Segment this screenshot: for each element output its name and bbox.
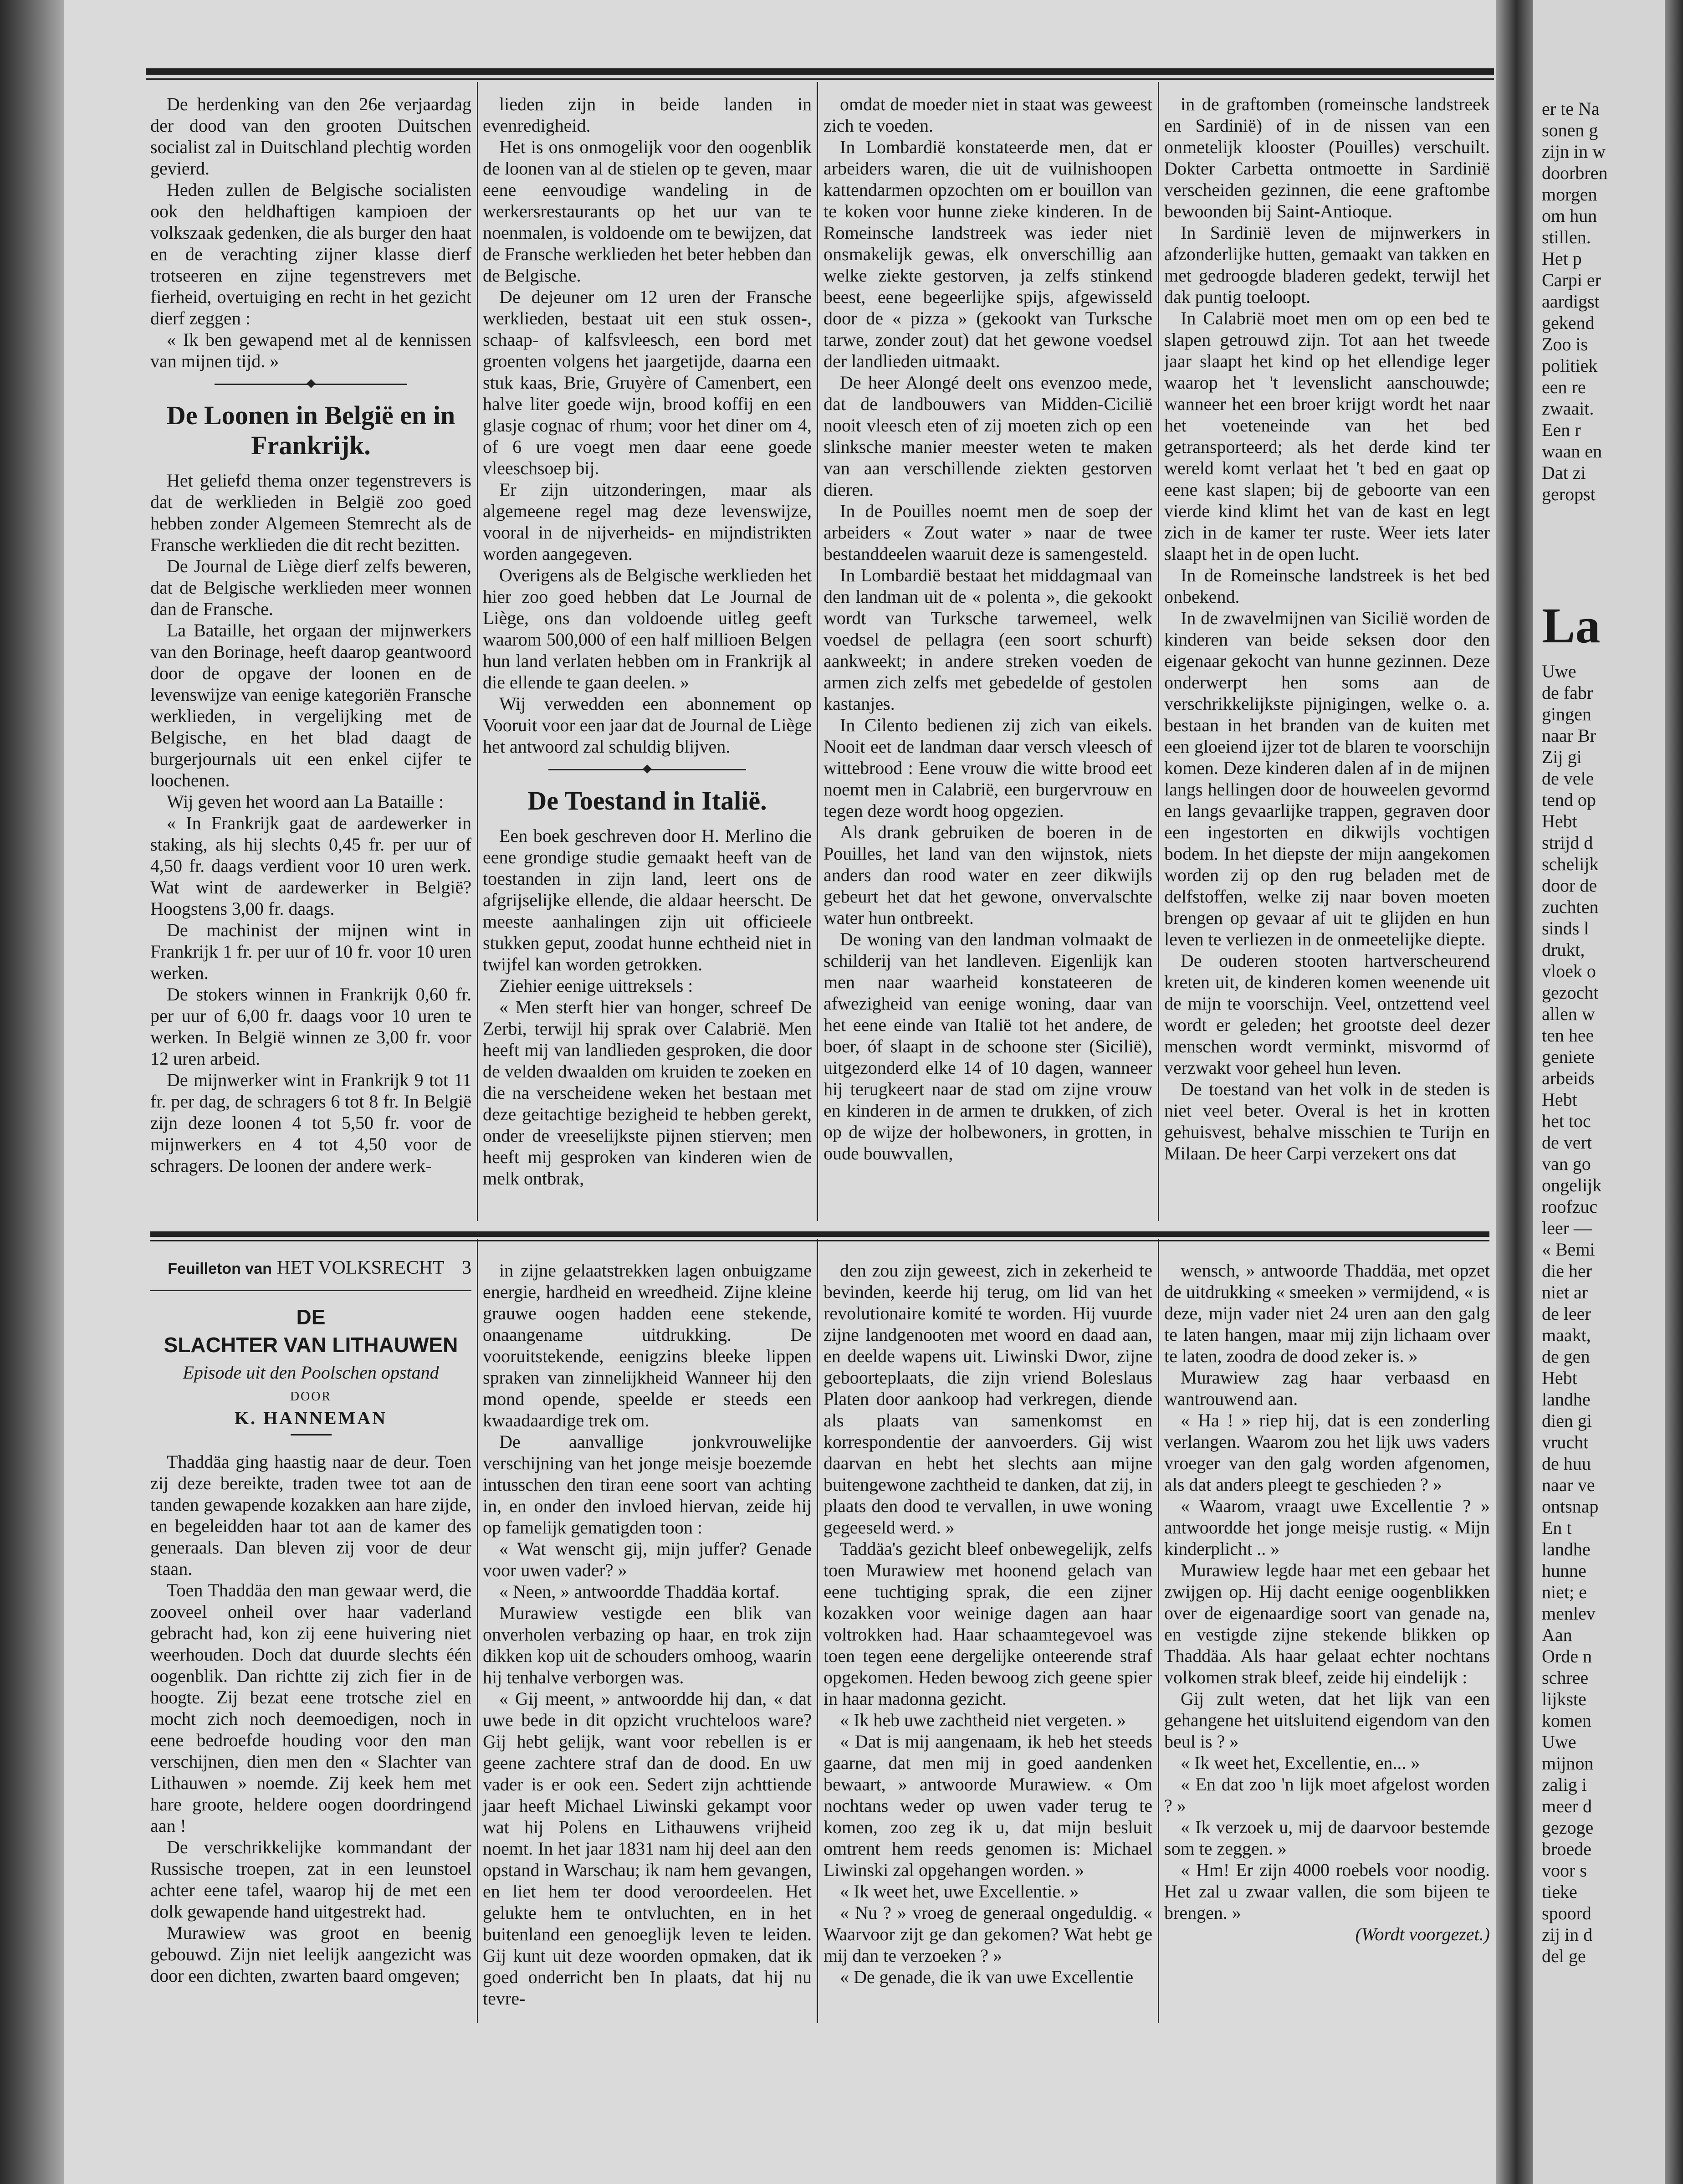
paragraph: « Dat is mij aangenaam, ik heb het steeds gaarne, dat men mij in goed aandenken bewaart, » antwoorde Murawiew. « Om nochtans weder op uwen vader terug te komen, zoo zeg ik u, dat mijn besluit omtrent hem reeds genomen is: Michael Liwinski zal opgehangen worden. » xyxy=(824,1731,1152,1880)
feuilleton-header-rule xyxy=(150,1290,471,1291)
adjacent-page-line: ongelijk xyxy=(1542,1175,1602,1195)
paragraph: De mijnwerker wint in Frankrijk 9 tot 11 fr. per dag, de schragers 6 tot 8 fr. In België zijn deze loonen 4 tot 5,50 fr. voor de mijnwerkers en 4 tot 4,50 voor de schragers. De loonen der andere werk- xyxy=(150,1070,471,1176)
article-column-2 xyxy=(483,93,812,1189)
paragraph: De machinist der mijnen wint in Frankrijk 1 fr. per uur of 10 fr. voor 10 uren werken. xyxy=(150,920,471,983)
paragraph: Murawiew was groot en beenig gebouwd. Zijn niet leelijk aangezicht was door een dichten, zwarten baard omgeven; xyxy=(150,1923,471,1986)
paragraph: Als drank gebruiken de boeren in de Pouilles, het land van den wijnstok, niets anders dan rood water en zeer dikwijls gebeurt het dat het gewone, onvervalschte water hun ontbreekt. xyxy=(824,822,1152,928)
adjacent-page-line: geropst xyxy=(1542,484,1596,504)
adjacent-page-line: mijnon xyxy=(1542,1753,1594,1774)
story-title: SLACHTER VAN LITHAUWEN xyxy=(164,1333,458,1357)
adjacent-page-line: ontsnap xyxy=(1542,1496,1599,1517)
adjacent-page-line: En t xyxy=(1542,1518,1572,1538)
adjacent-page-line: door de xyxy=(1542,875,1597,896)
adjacent-page-line: del ge xyxy=(1542,1946,1586,1966)
adjacent-page-line: landhe xyxy=(1542,1539,1591,1559)
column-divider xyxy=(1158,1239,1159,2023)
feuilleton-rule-thin xyxy=(150,1240,1489,1241)
adjacent-page-line: naar ve xyxy=(1542,1475,1595,1495)
paragraph: In Lombardië konstateerde men, dat er arbeiders waren, die uit de vuilnishoopen kattendarmen opzochten om er bouillon van te koken voor hunne zieke kinderen. In de Romeinsche landstreek was ieder niet onsmakelijk gewas, elk onverschillig aan welke ziekte gestorven, ja zelfs stinkend beest, eene begeerlijke spijs, afgewisseld door de « pizza » (gekookt van Turksche tarwe, zonder zout) dat het gewone voedsel der landlieden uitmaakt. xyxy=(824,137,1152,371)
paragraph: Wij geven het woord aan La Bataille : xyxy=(167,791,444,812)
paragraph: De herdenking van den 26e verjaardag der dood van den grooten Duitschen socialist zal in Duitschland plechtig worden gevierd. xyxy=(150,94,471,179)
feuilleton-column-1 xyxy=(150,1244,471,1986)
adjacent-page-line: Orde n xyxy=(1542,1646,1592,1666)
adjacent-page-line: broede xyxy=(1542,1839,1591,1859)
adjacent-page-edge xyxy=(1665,0,1683,2184)
story-author: K. HANNEMAN xyxy=(234,1408,388,1428)
paragraph: De toestand van het volk in de steden is niet veel beter. Overal is het in krotten gehuisvest, behalve misschien te Turijn en Milaan. De heer Carpi verzekert ons dat xyxy=(1164,1079,1490,1164)
adjacent-page-line: gezoge xyxy=(1542,1817,1594,1838)
adjacent-page-line: zuchten xyxy=(1542,897,1599,917)
adjacent-page-line: drukt, xyxy=(1542,939,1585,960)
paragraph: « Hm! Er zijn 4000 roebels voor noodig. Het zal u zwaar vallen, die som bijeen te brengen. » xyxy=(1164,1860,1490,1923)
adjacent-page-line: aardigst xyxy=(1542,291,1600,312)
adjacent-page-line: hunne xyxy=(1542,1560,1586,1581)
adjacent-page-line: doorbren xyxy=(1542,163,1608,183)
paragraph: In Calabrië moet men om op een bed te slapen getrouwd zijn. Tot aan het tweede jaar slaapt het kind op het ellendige leger waarop het 't levenslicht aanschouwde; wanneer het een broer krijgt wordt het naar het voeteneinde van het bed getransporteerd; als het derde kind ter wereld komt verlaat het 't bed en gaat op eene kast slapen; bij de geboorte van een vierde kind klimt het van de kast en legt zich in de kamer ter ruste. Weer iets later slaapt het in de open lucht. xyxy=(1164,308,1490,564)
paragraph: Het is ons onmogelijk voor den oogenblik de loonen van al de stielen op te geven, maar eene eenvoudige wandeling in de werkersrestaurants op het uur van te noenmalen, is voldoende om te bewijzen, dat de Fransche werklieden het beter hebben dan de Belgische. xyxy=(483,137,812,286)
paragraph: « Neen, » antwoordde Thaddäa kortaf. xyxy=(499,1581,780,1602)
paragraph: De Journal de Liège dierf zelfs beweren, dat de Belgische werklieden meer wonnen dan de Fransche. xyxy=(150,556,471,619)
feuilleton-prefix: Feuilleton van xyxy=(168,1260,272,1277)
adjacent-page-line: om hun xyxy=(1542,205,1597,226)
article-column-4 xyxy=(1164,93,1490,1164)
adjacent-page-line: zalig i xyxy=(1542,1774,1587,1795)
adjacent-page-line: strijd d xyxy=(1542,832,1593,853)
article-column-3 xyxy=(824,93,1152,1164)
paragraph: Taddäa's gezicht bleef onbewegelijk, zelfs toen Murawiew met hoonend gelach van eene tuchtiging sprak, die een zijner kozakken voor weinige dagen aan haar voltrokken had. Haar schaamtegevoel was toen tegen eene dergelijke onteerende straf opgekomen. Heden bewoog zich geene spier in haar madonna gezicht. xyxy=(824,1538,1152,1709)
adjacent-page-line: politiek xyxy=(1542,355,1598,376)
adjacent-page-line: de leer xyxy=(1542,1303,1591,1324)
feuilleton-text-1 xyxy=(150,1451,471,1986)
paragraph: In Cilento bedienen zij zich van eikels. Nooit eet de landman daar versch vleesch of wittebrood : Eene vrouw die witte brood eet noemt men in Calabrië, een burgervrouw en tegen deze wordt hoog opgezien. xyxy=(824,715,1152,821)
adjacent-page-line: meer d xyxy=(1542,1796,1592,1816)
adjacent-page-line: die her xyxy=(1542,1261,1592,1281)
page-gutter xyxy=(1496,0,1533,2184)
adjacent-page-line: Uwe xyxy=(1542,1732,1576,1752)
adjacent-page-line: de fabr xyxy=(1542,682,1593,703)
paragraph: « Ik heb uwe zachtheid niet vergeten. » xyxy=(840,1710,1126,1730)
adjacent-page-line: landhe xyxy=(1542,1389,1591,1410)
column-divider xyxy=(477,82,478,1221)
paragraph: Een boek geschreven door H. Merlino die eene grondige studie gemaakt heeft van de toestanden in zijn land, leert ons de afgrijselijke ellende, die aldaar heerscht. De meeste aanhalingen zijn uit officieele stukken geput, zoodat hunne echtheid niet in twijfel kan worden getrokken. xyxy=(483,825,812,974)
paragraph: « En dat zoo 'n lijk moet afgelost worden ? » xyxy=(1164,1774,1490,1816)
paragraph: In de Romeinsche landstreek is het bed onbekend. xyxy=(1164,565,1490,607)
adjacent-page-headline: La xyxy=(1542,598,1601,653)
adjacent-page-line: dien gi xyxy=(1542,1410,1592,1431)
feuilleton-header xyxy=(150,1257,471,1280)
adjacent-page-line: Hebt xyxy=(1542,1368,1577,1388)
adjacent-page-line: gingen xyxy=(1542,704,1591,724)
paragraph: De ouderen stooten hartverscheurend kreten uit, de kinderen komen weenende uit de mijn te voorschijn. Veel, ontzettend veel wordt er geleden; het grootste deel dezer menschen wordt verminkt, misvormd of verzwakt voor geheel hun leven. xyxy=(1164,950,1490,1078)
article-column-1 xyxy=(150,93,471,1176)
paragraph: omdat de moeder niet in staat was geweest zich te voeden. xyxy=(824,94,1152,136)
paragraph: « Nu ? » vroeg de generaal ongeduldig. « Waarvoor zijt ge dan gekomen? Wat hebt ge mij dan te verzoeken ? » xyxy=(824,1902,1152,1966)
paragraph: Ziehier eenige uittreksels : xyxy=(499,975,693,996)
adjacent-page-line: komen xyxy=(1542,1710,1591,1731)
adjacent-page-line: de huu xyxy=(1542,1453,1591,1474)
paragraph: « Men sterft hier van honger, schreef De Zerbi, terwijl hij sprak over Calabrië. Men heeft mij van landlieden gesproken, die door de velden dwaalden om kruiden te zoeken en die na verscheidene weken het bestaan met deze geitachtige bezigheid te hebben gerekt, onder de vreeselijkste pijnen stierven; men heeft mij gesproken van kinderen wien de melk ontbrak, xyxy=(483,997,812,1189)
adjacent-page-line: lijkste xyxy=(1542,1689,1586,1709)
paragraph: Overigens als de Belgische werklieden het hier zoo goed hebben dat Le Journal de Liège, ons dan voldoende uitleg geeft waarom 500,000 of een half millioen Belgen hun land verlaten hebben om in Frankrijk al die ellende te gaan deelen. » xyxy=(483,565,812,692)
paragraph: « Ik weet het, uwe Excellentie. » xyxy=(840,1881,1079,1902)
adjacent-page-line: niet ar xyxy=(1542,1282,1588,1302)
adjacent-page-line: voor s xyxy=(1542,1860,1587,1881)
adjacent-page-line: er te Na xyxy=(1542,98,1600,119)
title-rule xyxy=(291,1434,332,1435)
paragraph: lieden zijn in beide landen in evenredigheid. xyxy=(483,94,812,136)
paragraph: « In Frankrijk gaat de aardewerker in staking, als hij slechts 0,45 fr. per uur of 4,50 fr. daags verdient voor 10 uren werk. Wat wint de aardewerker in België? Hoogstens 3,00 fr. daags. xyxy=(150,813,471,919)
adjacent-page-line: sonen g xyxy=(1542,120,1598,140)
adjacent-page-line: gekend xyxy=(1542,313,1595,333)
feuilleton-rule xyxy=(150,1231,1489,1237)
adjacent-page-line: Zoo is xyxy=(1542,334,1588,354)
adjacent-page-line: Hebt xyxy=(1542,1089,1577,1110)
adjacent-page-line: ten hee xyxy=(1542,1025,1594,1046)
adjacent-page-line: schree xyxy=(1542,1667,1589,1688)
adjacent-page-line: allen w xyxy=(1542,1004,1595,1024)
paragraph: Murawiew zag haar verbaasd en wantrouwend aan. xyxy=(1164,1367,1490,1409)
adjacent-page-line: maakt, xyxy=(1542,1325,1591,1345)
paragraph: De dejeuner om 12 uren der Fransche werklieden, bestaat uit een stuk ossen-, schaap- of kalfsvleesch, een bord met groenten volgens het jaargetijde, daarna een stuk kaas, Brie, Gruyère of Camenbert, een halve liter goede wijn, brood koffij en een glasje cognac of rhum; voor het diner om 4, of 6 ure voegt men daar eene goede vleeschsoep bij. xyxy=(483,287,812,478)
paragraph: Toen Thaddäa den man gewaar werd, die zooveel onheil over haar vaderland gebracht had, kon zij eene huivering niet weerhouden. Doch dat duurde slechts één oogenblik. Dan richtte zij zich fier in de hoogte. Zij bezat eene trotsche ziel en mocht zich noch deemoedigen, noch in eene bedroefde houding voor den man verschijnen, dien men den « Slachter van Lithauwen » noemde. Zij keek hem met hare groote, heldere oogen doordringend aan ! xyxy=(150,1580,471,1836)
adjacent-page-line: morgen xyxy=(1542,184,1597,205)
adjacent-page-line: waan en xyxy=(1542,441,1602,461)
adjacent-page-line: schelijk xyxy=(1542,854,1599,874)
adjacent-page-line: de gen xyxy=(1542,1346,1590,1367)
paragraph: De heer Alongé deelt ons evenzoo mede, dat de landbouwers van Midden-Cicilië nooit vleesch eten of zij moeten zich op een slinksche manier meester weten te maken van aan verschillende ziekten gestorven dieren. xyxy=(824,372,1152,500)
column-divider xyxy=(1158,82,1159,1221)
feuilleton-column-2 xyxy=(483,1260,812,2009)
story-title-article: DE xyxy=(296,1305,326,1329)
paragraph: Murawiew legde haar met een gebaar het zwijgen op. Hij dacht eenige oogenblikken over de eigenaardige soort van genade na, en vestigde zijne stekende blikken op Thaddäa. Als haar gelaat echter nochtans volkomen strak bleef, zeide hij eindelijk : xyxy=(1164,1560,1490,1687)
adjacent-page-line: Aan xyxy=(1542,1625,1572,1645)
adjacent-page-line: geniete xyxy=(1542,1046,1595,1067)
adjacent-page-line: Het p xyxy=(1542,248,1582,269)
column-divider xyxy=(817,82,818,1221)
adjacent-page-line: de vele xyxy=(1542,768,1594,789)
adjacent-page-line: de vert xyxy=(1542,1132,1592,1153)
adjacent-page-line: zijn in w xyxy=(1542,141,1606,162)
adjacent-page-line: niet; e xyxy=(1542,1582,1587,1602)
paragraph: In de zwavelmijnen van Sicilië worden de kinderen van beide seksen door den eigenaar gekocht van hunne gezinnen. Deze onderwerpt hen soms aan de verschrikkelijkste pijnigingen, welke o. a. bestaan in het branden van de kuiten met een gloeiend ijzer tot de blaren te voorschijn komen. Deze kinderen dalen af in de mijnen langs hellingen door de houweelen gevormd en langs gevaarlijke trappen, gegraven door een ingestorten en dikwijls vochtigen bodem. In het diepste der mijn aangekomen worden zij op den rug beladen met de delfstoffen, welke zij naar boven moeten brengen op gevaar af uit te glijden en hun leven te verliezen in de onmeetelijke diepte. xyxy=(1164,608,1490,949)
paragraph: in de graftomben (romeinsche landstreek en Sardinië) of in de nissen van een onmetelijk klooster (Pouilles) verschuilt. Dokter Carbetta ontmoette in Sardinië verscheiden gezinnen, die eene graftombe bewoonden bij Saint-Antioque. xyxy=(1164,94,1490,221)
adjacent-page-line: zwaait. xyxy=(1542,398,1594,419)
adjacent-page-line: het toc xyxy=(1542,1111,1591,1131)
article-headline: De Loonen in België en in Frankrijk. xyxy=(166,400,455,460)
adjacent-page-line: van go xyxy=(1542,1154,1591,1174)
adjacent-page-line: roofzuc xyxy=(1542,1196,1598,1217)
continuation-note: (Wordt voorgezet.) xyxy=(1355,1924,1490,1944)
adjacent-page-line: vloek o xyxy=(1542,961,1596,981)
adjacent-page-line: gezocht xyxy=(1542,982,1599,1003)
adjacent-page-line: « Bemi xyxy=(1542,1239,1595,1260)
adjacent-page-line: Carpi er xyxy=(1542,270,1601,290)
paragraph: wensch, » antwoorde Thaddäa, met opzet de uitdrukking « smeeken » vermijdend, « is deze, mijn vader niet 24 uren aan den galg te laten hangen, maar mij zijn lichaam over te laten, zoodra de dood zeker is. » xyxy=(1164,1260,1490,1366)
paragraph: in zijne gelaatstrekken lagen onbuigzame energie, hardheid en wreedheid. Zijne kleine grauwe oogen hadden eene stekende, onaangename uitdrukking. De vooruitstekende, eenigzins bleeke lippen spraken van zinnelijkheid Wanneer hij den mond opende, speelde er steeds een kwaadaardige trek om. xyxy=(483,1260,812,1430)
adjacent-page-line: spoord xyxy=(1542,1903,1591,1923)
paragraph: In de Pouilles noemt men de soep der arbeiders « Zout water » naar de twee bestanddeelen waaruit deze is samengesteld. xyxy=(824,501,1152,564)
adjacent-page-line: Hebt xyxy=(1542,811,1577,831)
top-rule-thin xyxy=(146,78,1494,80)
paragraph: den zou zijn geweest, zich in zekerheid te bevinden, keerde hij terug, om lid van het revolutionaire komité te worden. Hij vuurde zijne landgenooten met woord en daad aan, en deelde wapens uit. Liwinski Dwor, zijne geboorteplaats, die zijn vriend Boleslaus Platen door aankoop had verkregen, diende als plaats van samenkomst en korrespondentie der aanvoerders. Gij wist daarvan en hebt het slechts aan mijne buitengewone zachtheid te danken, dat zij, in plaats den dood te vervallen, in uwe woning gegeeseld werd. » xyxy=(824,1260,1152,1538)
adjacent-page-line: tend op xyxy=(1542,790,1596,810)
column-divider xyxy=(477,1239,478,2023)
adjacent-page-line: Een r xyxy=(1542,420,1581,440)
section-ornament xyxy=(548,769,746,770)
adjacent-page-line: Dat zi xyxy=(1542,462,1586,483)
paragraph: « Wat wenscht gij, mijn juffer? Genade voor uwen vader? » xyxy=(483,1538,812,1580)
paragraph: De stokers winnen in Frankrijk 0,60 fr. per uur of 6,00 fr. daags voor 10 uren te werken. In België winnen ze 3,00 fr. voor 12 uren arbeid. xyxy=(150,984,471,1069)
article-headline: De Toestand in Italië. xyxy=(527,786,767,815)
adjacent-page-line: sinds l xyxy=(1542,918,1589,938)
paragraph: In Sardinië leven de mijnwerkers in afzonderlijke hutten, gemaakt van takken en met gedroogde bladeren gedekt, terwijl het dak puntig toeloopt. xyxy=(1164,222,1490,307)
adjacent-page-line: zij in d xyxy=(1542,1924,1593,1945)
top-rule xyxy=(146,68,1494,75)
adjacent-page-line: naar Br xyxy=(1542,725,1596,746)
adjacent-page-line: Uwe xyxy=(1542,661,1576,682)
paragraph: Er zijn uitzonderingen, maar als algemeene regel mag deze levenswijze, vooral in de nijverheids- en mijndistrikten worden aangegeven. xyxy=(483,479,812,564)
paragraph: Heden zullen de Belgische socialisten ook den heldhaftigen kampioen der volkszaak gedenken, die als burger den haat en de verachting zijner klasse dierf trotseeren en zijne tegenstrevers met fierheid, overtuiging en recht in het gezicht dierf zeggen : xyxy=(150,179,471,328)
adjacent-page-fragment xyxy=(1533,0,1683,2184)
adjacent-page-line: menlev xyxy=(1542,1603,1596,1624)
section-ornament xyxy=(215,384,407,385)
story-subtitle: Episode uit den Poolschen opstand xyxy=(183,1362,439,1383)
paragraph: « Gij meent, » antwoordde hij dan, « dat uwe bede in dit opzicht vruchteloos ware? Gij hebt gelijk, want voor rebellen is er geene zachtere straf dan de dood. En uw vader is er ook een. Sedert zijn achttiende jaar heeft Michael Liwinski gekampt voor wat hij Polens en Lithauwens vrijheid noemt. In het jaar 1831 nam hij deel aan den opstand in Warschau; ik nam hem gevangen, en liet hem ter dood veroordeelen. Het gelukte hem te ontvluchten, en in het buitenland een genoeglijk leven te leiden. Gij kunt uit deze woorden opmaken, dat ik goed onderricht ben In plaats, dat hij nu tevre- xyxy=(483,1688,812,2009)
adjacent-page-line: arbeids xyxy=(1542,1068,1595,1088)
adjacent-page-line: vrucht xyxy=(1542,1432,1589,1452)
adjacent-page-line: stillen. xyxy=(1542,227,1591,247)
paragraph: In Lombardië bestaat het middagmaal van den landman uit de « polenta », die gekookt wordt van Turksche tarwemeel, welk voedsel de pellagra (een soort schurft) aankweekt; in andere streken voeden de armen zich zelfs met gebedelde of gestolen kastanjes. xyxy=(824,565,1152,714)
adjacent-page-line: leer — xyxy=(1542,1218,1592,1238)
paragraph: « Ik verzoek u, mij de daarvoor bestemde som te zeggen. » xyxy=(1164,1817,1490,1859)
feuilleton-column-3 xyxy=(824,1260,1152,1988)
adjacent-page-line: Zij gi xyxy=(1542,747,1582,767)
paragraph: Gij zult weten, dat het lijk van een gehangene het uitsluitend eigendom van den beul is ? » xyxy=(1164,1688,1490,1752)
paragraph: « Ik weet het, Excellentie, en... » xyxy=(1181,1753,1420,1773)
paper-name: HET VOLKSRECHT xyxy=(276,1257,445,1278)
story-by: DOOR xyxy=(290,1389,332,1404)
paragraph: « Ha ! » riep hij, dat is een zonderling verlangen. Waarom zou het lijk uws vaders vroeger van den galg worden afgenomen, als dat anders pleegt te geschieden ? » xyxy=(1164,1410,1490,1495)
paragraph: Het geliefd thema onzer tegenstrevers is dat de werklieden in België zoo goed hebben zonder Algemeen Stemrecht als de Fransche werklieden die dit recht bezitten. xyxy=(150,470,471,555)
paragraph: « Ik ben gewapend met al de kennissen van mijnen tijd. » xyxy=(150,329,471,371)
column-divider xyxy=(817,1239,818,2023)
paragraph: Wij verwedden een abonnement op Vooruit voor een jaar dat de Journal de Liège het antwoord zal schuldig blijven. xyxy=(483,693,812,757)
scan-left-edge xyxy=(0,0,64,2184)
installment-number: 3 xyxy=(462,1257,471,1278)
paragraph: De aanvallige jonkvrouwelijke verschijning van het jonge meisje boezemde intusschen den tiran eene soort van achting in, en onder den invloed hiervan, zeide hij op famelijk gematigden toon : xyxy=(483,1431,812,1538)
paragraph: De woning van den landman volmaakt de schilderij van het landleven. Eigenlijk kan men naar waarheid konstateeren de afwezigheid van eenige woning, daar van het eene einde van Italië tot het andere, de boer, óf slaapt in de schoone ster (Sicilië), uitgezonderd elke 14 of 10 dagen, wanneer hij terugkeert naar de stad om zijne vrouw en kinderen in de armen te drukken, of zich op de wijze der holbewoners, in grotten, in oude bouwvallen, xyxy=(824,929,1152,1164)
paragraph: La Bataille, het orgaan der mijnwerkers van den Borinage, heeft daarop geantwoord door de opgave der loonen en de levenswijze van eenige kategoriën Fransche werklieden, in vergelijking met de Belgische, en het blad daagt de burgerjournals uit een enkel cijfer te loochenen. xyxy=(150,620,471,790)
paragraph: « Waarom, vraagt uwe Excellentie ? » antwoordde het jonge meisje rustig. « Mijn kinderplicht .. » xyxy=(1164,1496,1490,1559)
paragraph: Murawiew vestigde een blik van onverholen verbazing op haar, en trok zijn dikken kop uit de schouders omhoog, waarin hij tenhalve verborgen was. xyxy=(483,1603,812,1687)
adjacent-page-line: tieke xyxy=(1542,1882,1577,1902)
paragraph: « De genade, die ik van uwe Excellentie xyxy=(840,1967,1134,1987)
feuilleton-column-4 xyxy=(1164,1260,1490,1945)
paragraph: De verschrikkelijke kommandant der Russische troepen, zat in een leunstoel achter eene tafel, waarop hij de met een dolk gewapende hand uitgestrekt had. xyxy=(150,1837,471,1922)
paragraph: Thaddäa ging haastig naar de deur. Toen zij deze bereikte, traden twee tot aan de tanden gewapende kozakken aan hare zijde, en begeleidden haar tot aan de kamer des generaals. Dan bleven zij voor de deur staan. xyxy=(150,1451,471,1579)
adjacent-page-line: een re xyxy=(1542,377,1586,397)
